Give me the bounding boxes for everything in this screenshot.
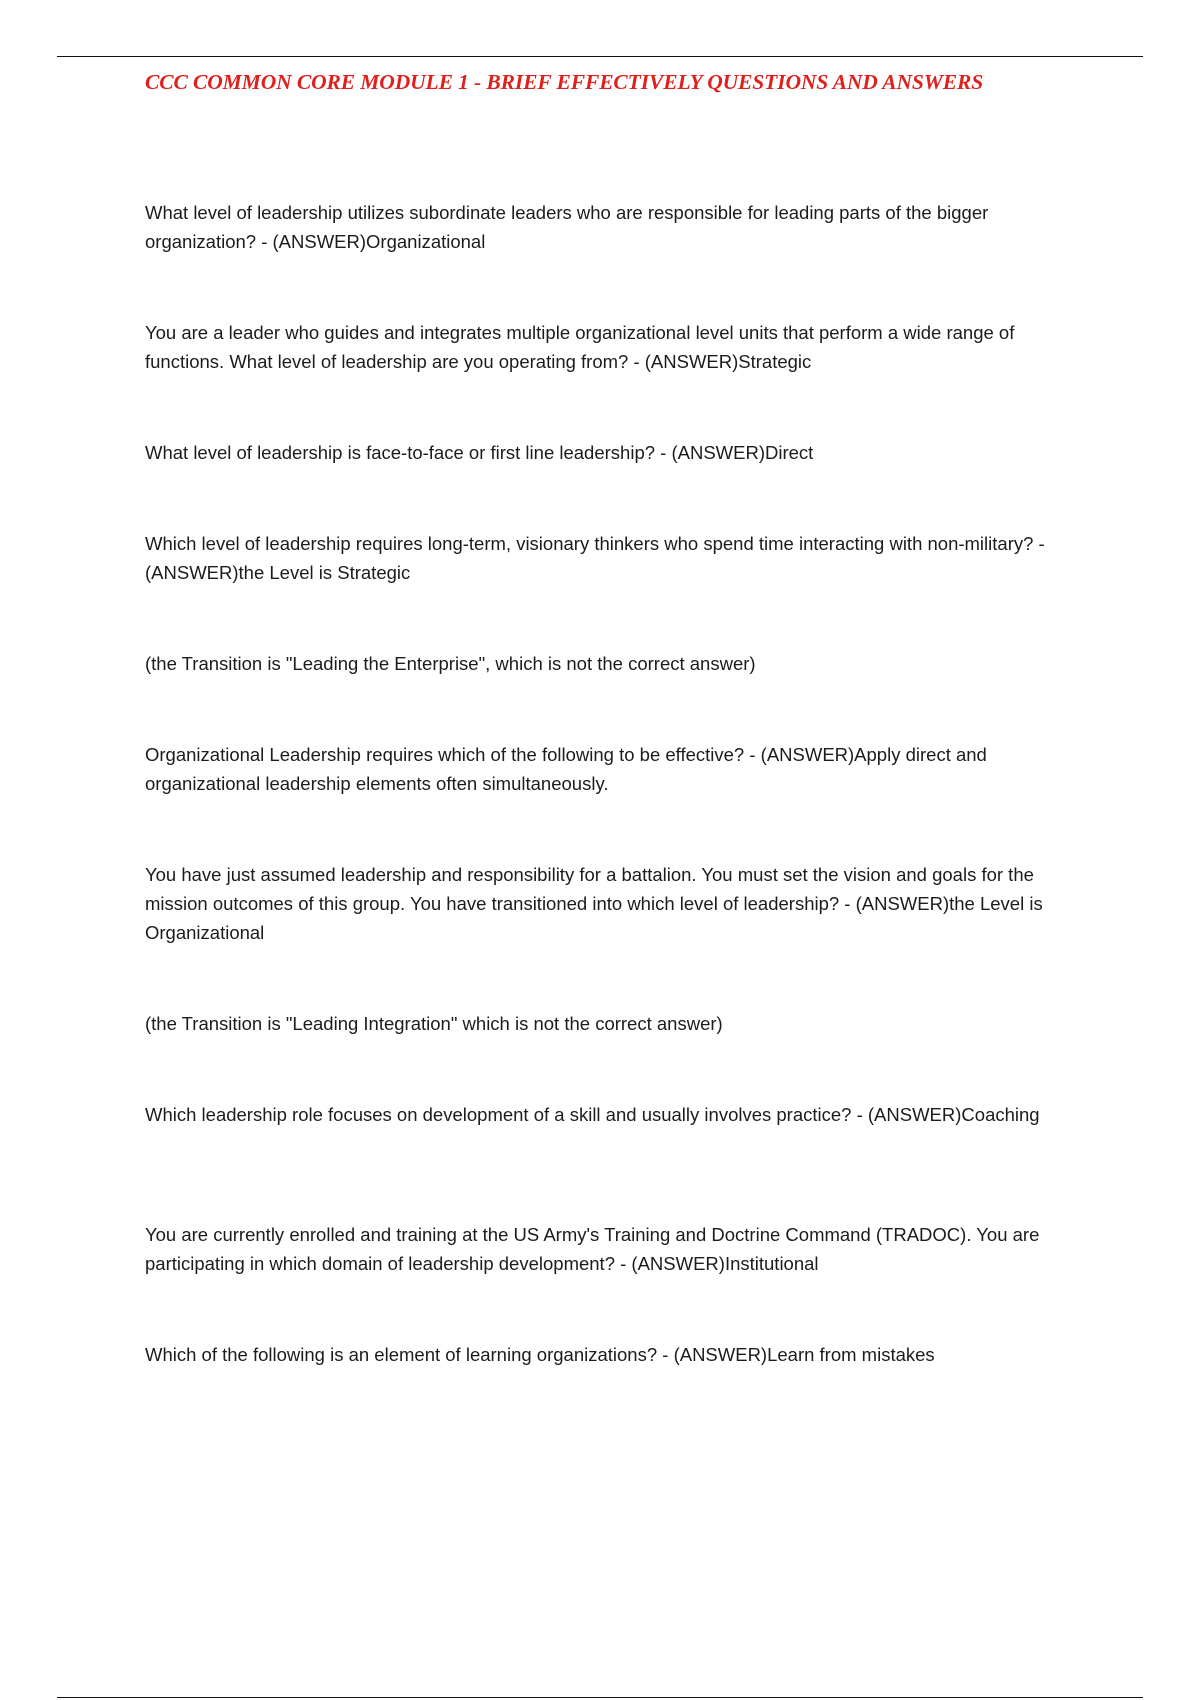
qa-paragraph-6: You have just assumed leadership and responsibility for a battalion. You must set the vision and goals for the mission outcomes of this group. You have transitioned into which level of leadership? - (ANSWER)the Level is Organizational <box>145 864 1043 943</box>
qa-paragraph-1: What level of leadership utilizes subordinate leaders who are responsible for leading parts of the bigger organization? - (ANSWER)Organizational <box>145 202 989 252</box>
footer-rule <box>57 1697 1143 1698</box>
qa-paragraph-5: Organizational Leadership requires which of the following to be effective? - (ANSWER)Apply direct and organizational leadership elements often simultaneously. <box>145 744 987 794</box>
document-title: CCC COMMON CORE MODULE 1 - BRIEF EFFECTIVELY QUESTIONS AND ANSWERS <box>145 70 984 94</box>
qa-note-1: (the Transition is "Leading the Enterprise", which is not the correct answer) <box>145 653 756 674</box>
qa-paragraph-3: What level of leadership is face-to-face or first line leadership? - (ANSWER)Direct <box>145 442 814 463</box>
qa-paragraph-8: You are currently enrolled and training at the US Army's Training and Doctrine Command (TRADOC). You are participating in which domain of leadership development? - (ANSWER)Institutional <box>145 1224 1040 1274</box>
qa-note-2: (the Transition is "Leading Integration" which is not the correct answer) <box>145 1013 723 1034</box>
qa-paragraph-7: Which leadership role focuses on development of a skill and usually involves practice? - (ANSWER)Coaching <box>145 1104 1040 1125</box>
qa-paragraph-9: Which of the following is an element of learning organizations? - (ANSWER)Learn from mistakes <box>145 1344 935 1365</box>
qa-paragraph-2: You are a leader who guides and integrates multiple organizational level units that perform a wide range of functions. What level of leadership are you operating from? - (ANSWER)Strategic <box>145 322 1015 372</box>
qa-paragraph-4: Which level of leadership requires long-term, visionary thinkers who spend time interacting with non-military? - (ANSWER)the Level is Strategic <box>145 533 1045 583</box>
header-rule <box>57 56 1143 57</box>
